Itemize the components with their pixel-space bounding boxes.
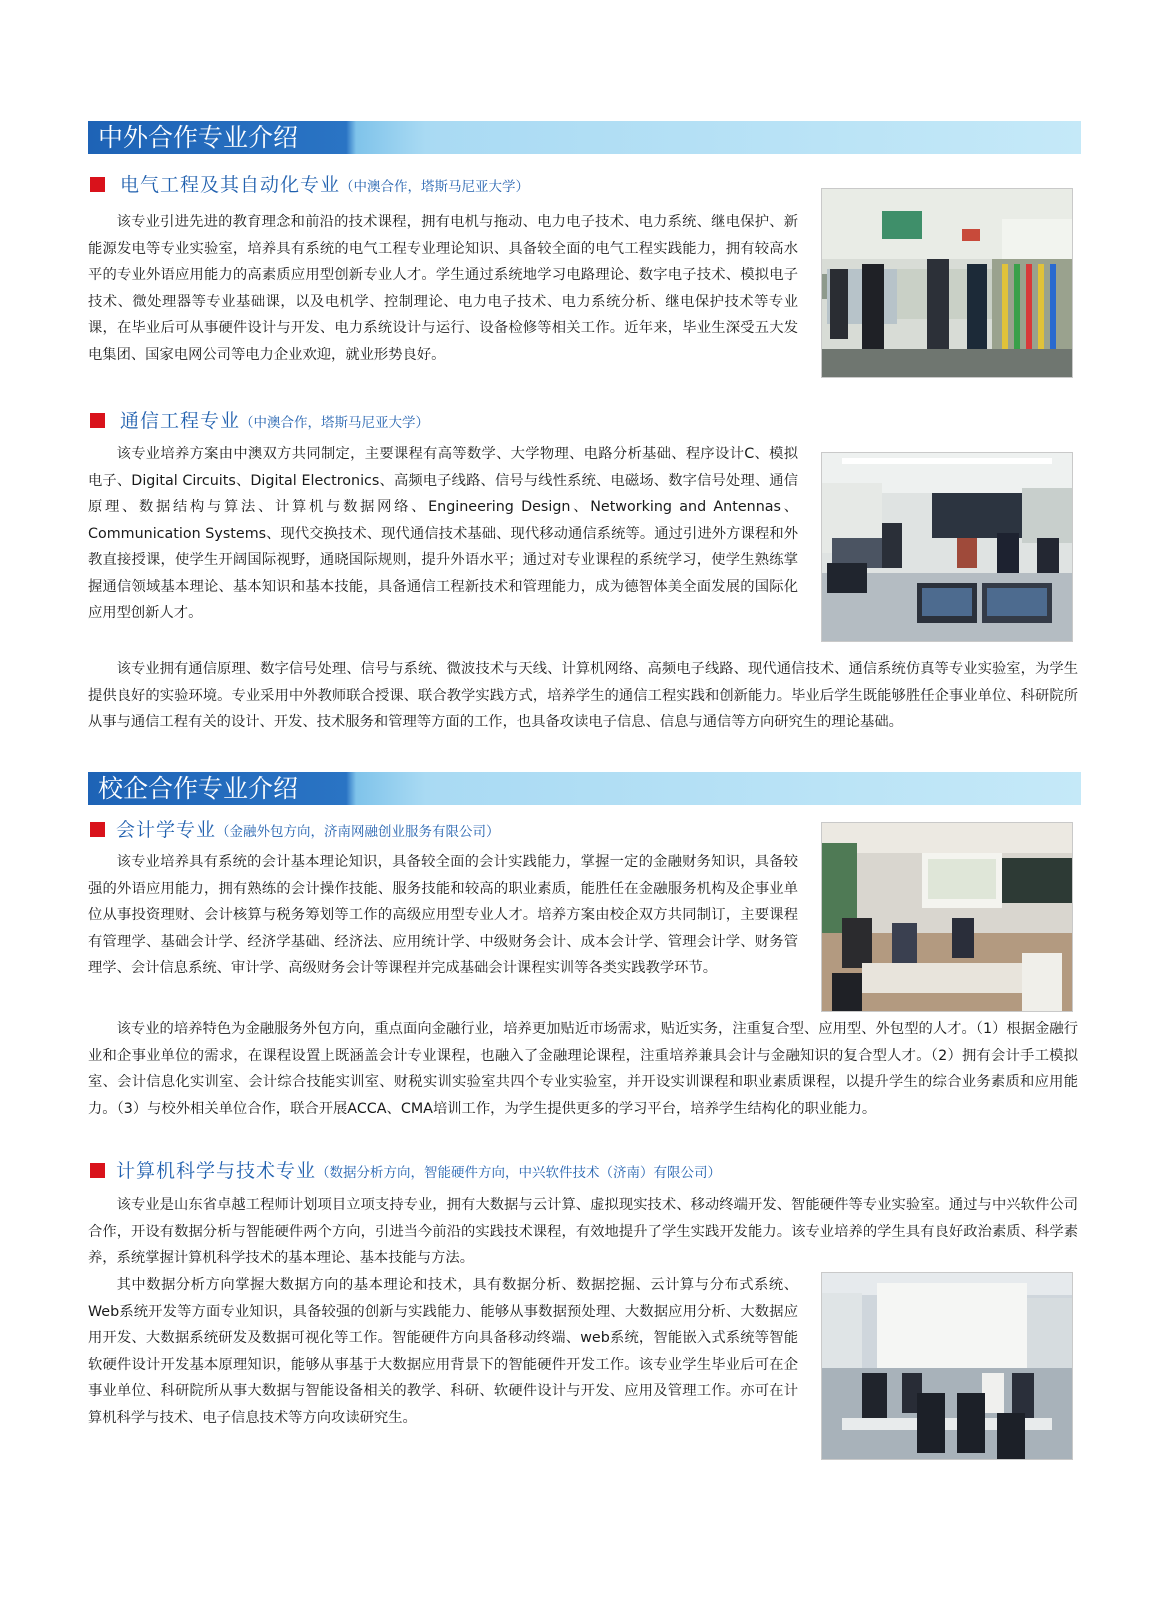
section-title: 校企合作专业介绍 — [98, 774, 299, 803]
major-description: 其中数据分析方向掌握大数据方向的基本理论和技术，具有数据分析、数据挖掘、云计算与分布式系统、Web系统开发等方面专业知识，具备较强的创新与实践能力、能够从事数据预处理、大数据应用分析、大数据应用开发、大数据系统研发及数据可视化等工作。智能硬件方向具备移动终端、web系统，智能嵌入式系统等智能软硬件设计开发基本原理知识，能够从事基于大数据应用背景下的智能硬件开发工作。该专业学生毕业后可在企事业单位、科研院所从事大数据与智能设备相关的教学、科研、软硬件设计与开发、应用及管理工作。亦可在计算机科学与技术、电子信息技术等方向攻读研究生。 — [88, 1277, 798, 1426]
major-description: 该专业培养具有系统的会计基本理论知识，具备较全面的会计实践能力，掌握一定的金融财务知识，具备较强的外语应用能力，拥有熟练的会计操作技能、服务技能和较高的职业素质，能胜任在金融服务机构及企事业单位从事投资理财、会计核算与税务筹划等工作的高级应用型专业人才。培养方案由校企双方共同制订，主要课程有管理学、基础会计学、经济学基础、经济法、应用统计学、中级财务会计、成本会计学、管理会计学、财务管理学、会计信息系统、审计学、高级财务会计等课程并完成基础会计课程实训等各类实践教学环节。 — [88, 854, 798, 976]
section-banner-international — [88, 121, 1081, 154]
computer-lab-photo — [821, 1272, 1073, 1460]
communication-lab-photo — [821, 452, 1073, 642]
red-square-bullet-icon — [90, 822, 105, 837]
major-name: 通信工程专业 — [120, 410, 241, 432]
major-description: 该专业的培养特色为金融服务外包方向，重点面向金融行业，培养更加贴近市场需求，贴近实务，注重复合型、应用型、外包型的人才。（1）根据金融行业和企事业单位的需求，在课程设置上既涵盖会计专业课程，也融入了金融理论课程，注重培养兼具会计与金融知识的复合型人才。（2）拥有会计手工模拟室、会计信息化实训室、会计综合技能实训室、财税实训实验室共四个专业实验室，并开设实训课程和职业素质课程，以提升学生的综合业务素质和应用能力。（3）与校外相关单位合作，联合开展ACCA、CMA培训工作，为学生提供更多的学习平台，培养学生结构化的职业能力。 — [88, 1021, 1078, 1117]
red-square-bullet-icon — [90, 177, 105, 192]
major-note: （中澳合作，塔斯马尼亚大学） — [340, 179, 530, 195]
red-square-bullet-icon — [90, 1163, 105, 1178]
red-square-bullet-icon — [90, 413, 105, 428]
section-title: 中外合作专业介绍 — [98, 123, 299, 152]
major-description: 该专业拥有通信原理、数字信号处理、信号与系统、微波技术与天线、计算机网络、高频电子线路、现代通信技术、通信系统仿真等专业实验室，为学生提供良好的实验环境。专业采用中外教师联合授课、联合教学实践方式，培养学生的通信工程实践和创新能力。毕业后学生既能够胜任企事业单位、科研院所从事与通信工程有关的设计、开发、技术服务和管理等方面的工作，也具备攻读电子信息、信息与通信等方向研究生的理论基础。 — [88, 661, 1078, 730]
electrical-lab-photo — [821, 188, 1073, 378]
section-banner-school-enterprise — [88, 772, 1081, 805]
accounting-classroom-photo — [821, 822, 1073, 1012]
major-note: （数据分析方向，智能硬件方向，中兴软件技术（济南）有限公司） — [316, 1165, 722, 1181]
major-description: 该专业培养方案由中澳双方共同制定，主要课程有高等数学、大学物理、电路分析基础、程序设计C、模拟电子、Digital Circuits、Digital Electronics、高频电子线路、信号与线性系统、电磁场、数字信号处理、通信原理、数据结构与算法、计算机与数据网络、Engineering Design、Networking and Antennas、Communication Systems、现代交换技术、现代通信技术基础、现代移动通信系统等。通过引进外方课程和外教直接授课，使学生开阔国际视野，通晓国际规则，提升外语水平；通过对专业课程的系统学习，使学生熟练掌握通信领域基本理论、基本知识和基本技能，具备通信工程新技术和管理能力，成为德智体美全面发展的国际化应用型创新人才。 — [88, 446, 798, 621]
major-name: 会计学专业 — [116, 819, 217, 841]
major-name: 电气工程及其自动化专业 — [120, 174, 341, 196]
major-note: （金融外包方向，济南网融创业服务有限公司） — [216, 824, 500, 840]
major-name: 计算机科学与技术专业 — [116, 1160, 317, 1182]
major-note: （中澳合作，塔斯马尼亚大学） — [240, 415, 430, 431]
major-description: 该专业引进先进的教育理念和前沿的技术课程，拥有电机与拖动、电力电子技术、电力系统、继电保护、新能源发电等专业实验室，培养具有系统的电气工程专业理论知识、具备较全面的电气工程实践能力，拥有较高水平的专业外语应用能力的高素质应用型创新专业人才。学生通过系统地学习电路理论、数字电子技术、模拟电子技术、微处理器等专业基础课，以及电机学、控制理论、电力电子技术、电力系统分析、继电保护技术等专业课，在毕业后可从事硬件设计与开发、电力系统设计与运行、设备检修等相关工作。近年来，毕业生深受五大发电集团、国家电网公司等电力企业欢迎，就业形势良好。 — [88, 214, 798, 363]
major-description: 该专业是山东省卓越工程师计划项目立项支持专业，拥有大数据与云计算、虚拟现实技术、移动终端开发、智能硬件等专业实验室。通过与中兴软件公司合作，开设有数据分析与智能硬件两个方向，引进当今前沿的实践技术课程，有效地提升了学生实践开发能力。该专业培养的学生具有良好政治素质、科学素养，系统掌握计算机科学技术的基本理论、基本技能与方法。 — [88, 1197, 1078, 1266]
